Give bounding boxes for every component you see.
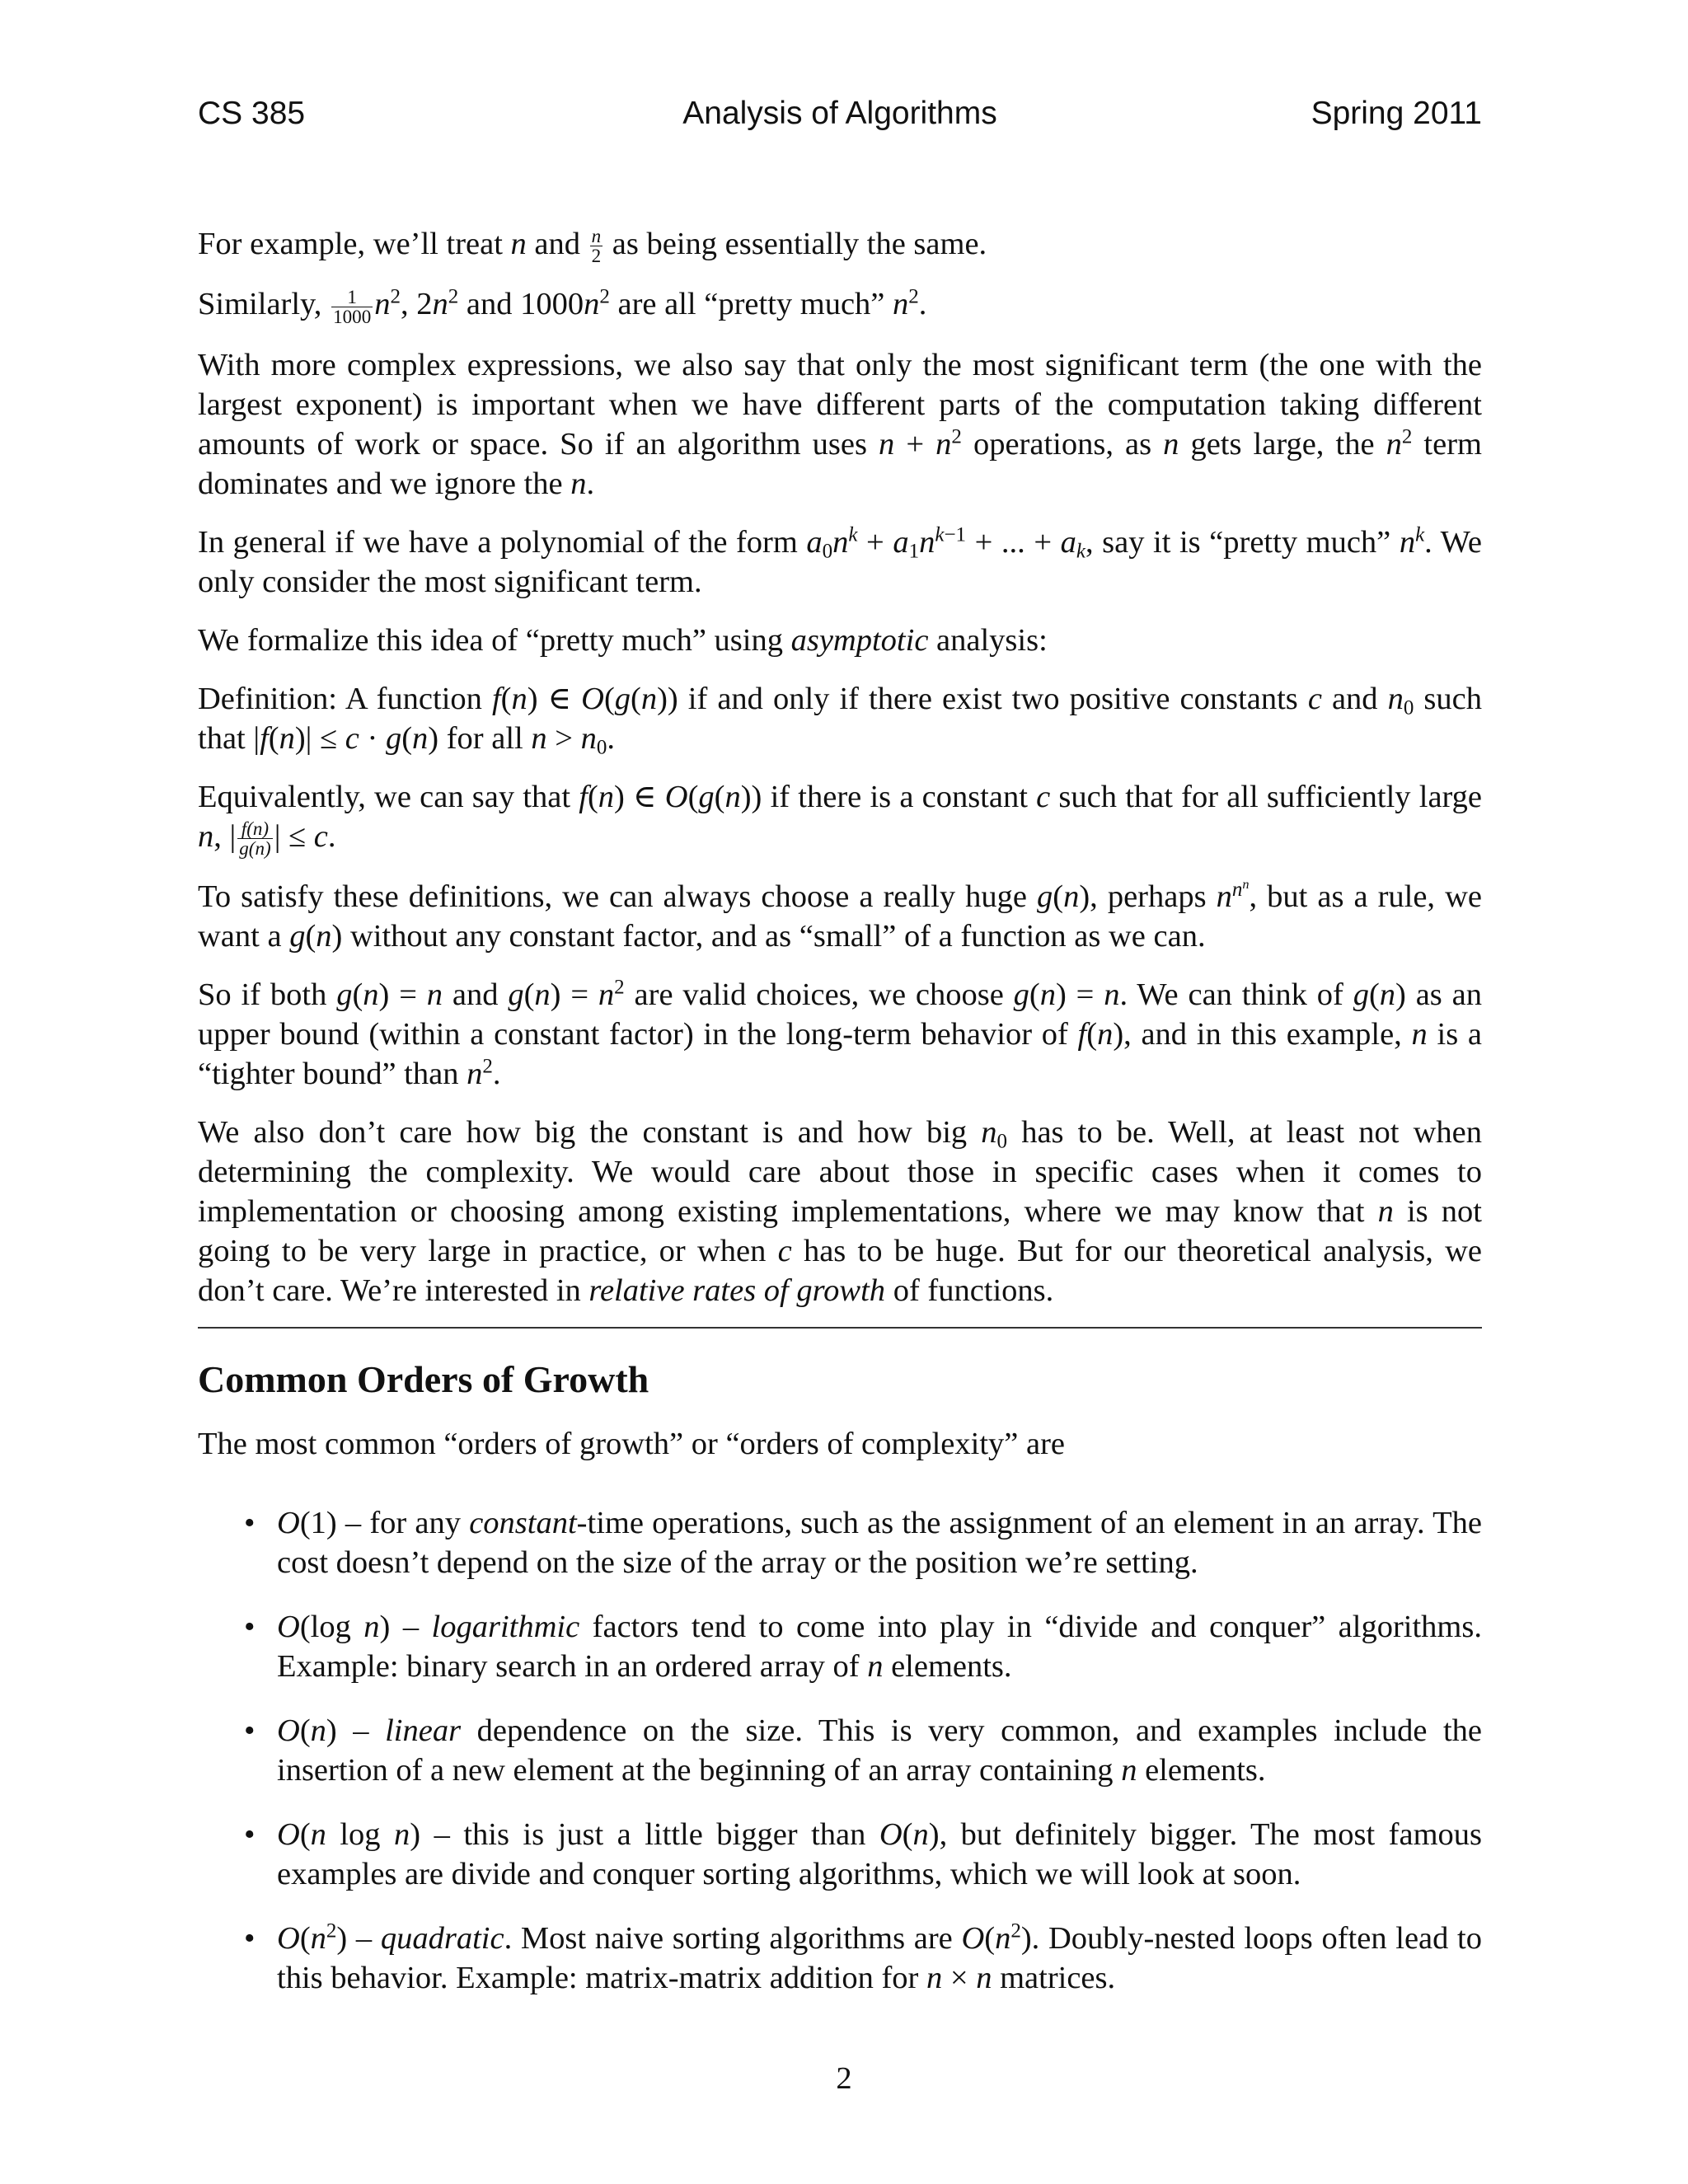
list-item: • O(n log n) – this is just a little bigger than O(n), but definitely bigger. The most famous examples are divide and conquer sorting algorithms, which we will look at soon.	[198, 1815, 1482, 1894]
definition: Definition: A function f(n) ∈ O(g(n)) if and only if there exist two positive constants c and $n_0$ such that |f(n)| ≤ c · g(n) for all $n > n_0$.	[198, 681, 1482, 759]
list-item: • O(n) – linear dependence on the size. This is very common, and examples include the insertion of a new element at the beginning of an array containing n elements.	[198, 1711, 1482, 1790]
paragraph: Similarly, $\frac{1}{1000}$ $n^2$, $2n^2$ and $1000n^2$ are all “pretty much” $n^2$.	[198, 285, 927, 327]
list-item: • $O(n^2)$ – quadratic. Most naive sorting algorithms are $O(n^2)$. Doubly-nested loops often lead to this behavior. Example: matrix-matrix addition for n × n matrices.	[244, 1919, 1482, 1996]
paragraph: The most common “orders of growth” or “orders of complexity” are	[198, 1427, 1065, 1462]
running-header	[198, 96, 1482, 137]
bullet-icon: •	[244, 1817, 256, 1853]
bullet-icon: •	[244, 1610, 256, 1645]
page-number: 2	[836, 2061, 852, 2096]
course-code: CS 385	[198, 96, 306, 131]
list-item: • O(log n) – logarithmic factors tend to come into play in “divide and conquer” algorithms. Example: binary search in an ordered array of n elements.	[198, 1607, 1482, 1686]
paragraph: Equivalently, we can say that f(n) ∈ O(g(n)) if there is a constant c such that for all sufficiently large n, | $\frac{f(n)}{g(n)}$ | ≤ c.	[198, 779, 1482, 860]
paragraph: For example, we’ll treat n and $\frac{n}{2}$ as being essentially the same.	[198, 225, 987, 267]
paragraph: In general if we have a polynomial of the form $a_0n^k + a_1n^{k-1}$ + ... + $a_k$, say it is “pretty much” $n^k$. We only consider the most significant term.	[198, 523, 1482, 599]
paragraph: With more complex expressions, we also say that only the most significant term (the one with the largest exponent) is important when we have different parts of the computation taking different amounts of work or space. So if an algorithm uses $n + n^2$ operations, as n gets large, the $n^2$ term dominates and we ignore the n.	[198, 347, 1482, 501]
section-divider	[198, 1327, 1482, 1329]
bullet-icon: •	[244, 1713, 256, 1749]
paragraph: We formalize this idea of “pretty much” using asymptotic analysis:	[198, 622, 1048, 658]
paragraph: We also don’t care how big the constant is and how big $n_0$ has to be. Well, at least not when determining the complexity. We would care about those in specific cases when it comes to implementation or choosing among existing implementations, where we may know that n is not going to be very large in practice, or when c has to be huge. But for our theoretical analysis, we don’t care. We’re interested in relative rates of growth of functions.	[198, 1115, 1482, 1309]
paragraph: To satisfy these definitions, we can always choose a really huge g(n), perhaps $n^{n^n}$, but as a rule, we want a g(n) without any constant factor, and as “small” of a function as we can.	[198, 876, 1482, 954]
bullet-icon: •	[244, 1921, 256, 1957]
section-heading: Common Orders of Growth	[198, 1358, 649, 1401]
body-text	[198, 224, 1482, 2022]
term: Spring 2011	[1311, 96, 1482, 131]
orders-list	[198, 1503, 1482, 1998]
paragraph: So if both g(n) = n and $g(n) = n^2$ are valid choices, we choose g(n) = n. We can think of g(n) as an upper bound (within a constant factor) in the long-term behavior of f(n), and in this example, n is a “tighter bound” than $n^2$.	[198, 976, 1482, 1092]
course-title: Analysis of Algorithms	[682, 96, 997, 131]
bullet-icon: •	[244, 1506, 256, 1541]
list-item: • O(1) – for any constant-time operations, such as the assignment of an element in an array. The cost doesn’t depend on the size of the array or the position we’re setting.	[198, 1503, 1482, 1582]
